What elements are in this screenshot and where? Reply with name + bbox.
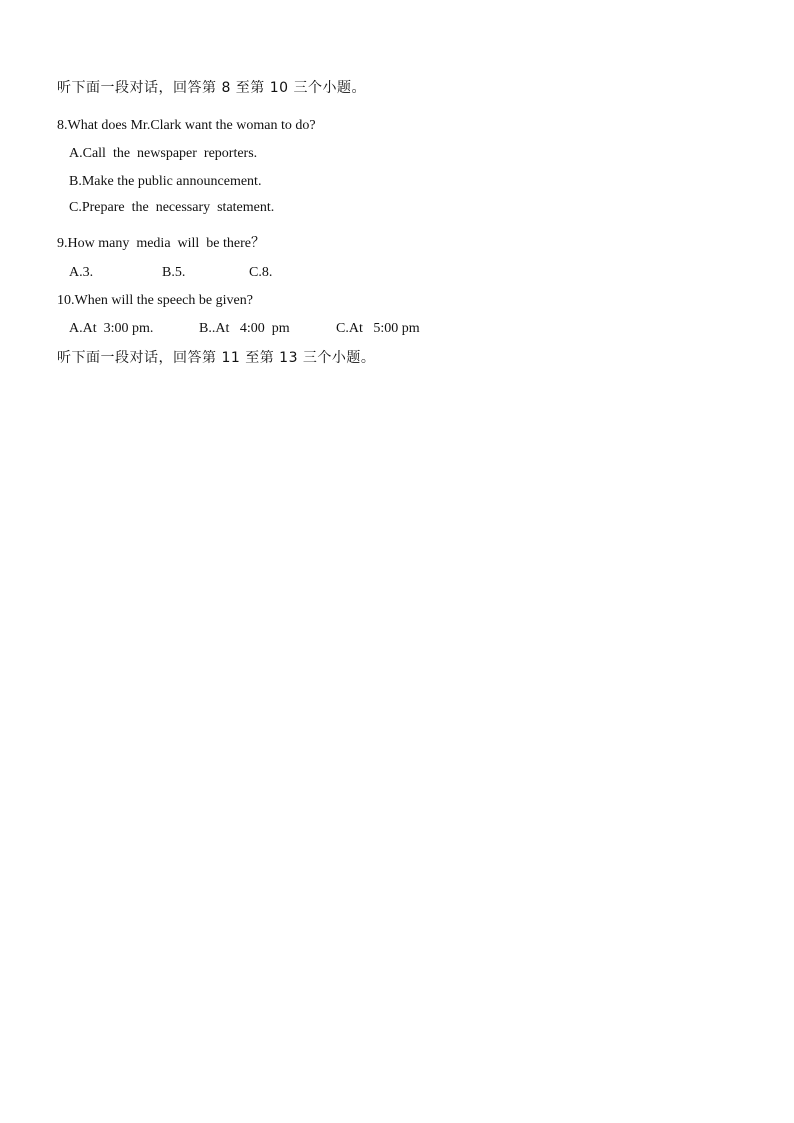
question-10-option-a: A.At 3:00 pm.: [69, 321, 154, 336]
question-8-option-a: A.Call the newspaper reporters.: [69, 146, 258, 161]
question-10-option-c: C.At 5:00 pm: [336, 321, 420, 336]
question-9-stem: 9.How many media will be there？: [57, 236, 266, 251]
question-8-option-b: B.Make the public announcement.: [69, 174, 262, 189]
question-9-option-a: A.3.: [69, 265, 94, 280]
question-9-option-b: B.5.: [162, 265, 186, 280]
question-8-stem: 8.What does Mr.Clark want the woman to do?: [57, 118, 316, 133]
instruction-q11-13: 听下面一段对话，回答第 11 至第 13 三个小题。: [57, 350, 376, 366]
question-8-option-c: C.Prepare the necessary statement.: [69, 200, 275, 215]
question-10-option-b: B..At 4:00 pm: [199, 321, 290, 336]
question-9-option-c: C.8.: [249, 265, 273, 280]
question-10-stem: 10.When will the speech be given?: [57, 293, 253, 308]
instruction-q8-10: 听下面一段对话，回答第 8 至第 10 三个小题。: [57, 80, 367, 96]
